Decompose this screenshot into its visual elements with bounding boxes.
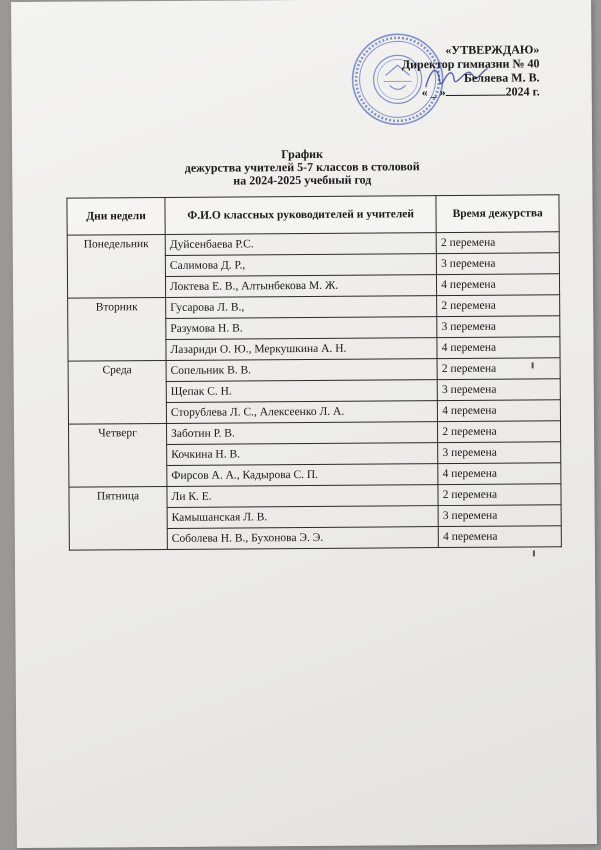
approval-date-prefix: « _ »: [421, 85, 446, 100]
time-cell: 4 перемена: [437, 337, 560, 359]
title-line-2: дежурства учителей 5-7 классов в столовой: [184, 159, 420, 175]
teacher-cell: Локтева Е. В., Алтынбекова М. Ж.: [165, 275, 436, 298]
day-cell: Пятница: [69, 486, 167, 550]
teacher-cell: Кочкина Н. В.: [167, 443, 438, 466]
teacher-cell: Сторублева Л. С., Алексеенко Л. А.: [166, 401, 437, 424]
table-header-row: [67, 195, 559, 235]
day-cell: Среда: [68, 360, 166, 424]
teacher-cell: Фирсов А. А., Кадырова С. П.: [167, 464, 438, 487]
approval-date-year: 2024 г.: [505, 84, 540, 99]
teacher-cell: Ли К. Е.: [167, 485, 438, 508]
time-cell: 3 перемена: [437, 316, 560, 338]
pen-mark: [532, 362, 534, 368]
time-cell: 2 перемена: [438, 421, 561, 443]
teacher-cell: Разумова Н. В.: [166, 317, 437, 340]
pen-mark: [533, 550, 535, 556]
document-title: [162, 147, 442, 188]
time-cell: 3 перемена: [437, 379, 560, 401]
day-cell: Четверг: [69, 423, 167, 487]
time-cell: 2 перемена: [438, 484, 561, 506]
time-cell: 2 перемена: [436, 232, 559, 254]
document-page: [11, 0, 597, 848]
approval-name: Беляева М. В.: [463, 70, 540, 85]
teacher-cell: Сопельник В. В.: [166, 359, 437, 382]
time-cell: 4 перемена: [438, 526, 561, 548]
title-line-1: График: [281, 146, 324, 162]
time-cell: 2 перемена: [437, 358, 560, 380]
approval-block: [339, 42, 539, 99]
header-teachers: Ф.И.О классных руководителей и учителей: [165, 196, 437, 235]
teacher-cell: Щепак С. Н.: [166, 380, 437, 403]
time-cell: 4 перемена: [437, 274, 560, 296]
time-cell: 3 перемена: [437, 253, 560, 275]
teacher-cell: Гусарова Л. В.,: [166, 296, 437, 319]
teacher-cell: Камышанская Л. В.: [167, 506, 438, 529]
header-day: Дни недели: [67, 197, 165, 235]
teacher-cell: Соболева Н. В., Бухонова Э. Э.: [167, 527, 438, 550]
title-line-3: на 2024-2025 учебный год: [233, 172, 372, 188]
time-cell: 4 перемена: [438, 400, 561, 422]
day-cell: Вторник: [68, 297, 166, 361]
time-cell: 3 перемена: [438, 505, 561, 527]
time-cell: 4 перемена: [438, 463, 561, 485]
approval-position: Директор гимназии № 40: [401, 56, 540, 72]
teacher-cell: Лазариди О. Ю., Меркушкина А. Н.: [166, 338, 437, 361]
approval-heading: «УТВЕРЖДАЮ»: [445, 42, 540, 58]
teacher-cell: Дуйсенбаева Р.С.: [165, 233, 436, 256]
header-time: Время дежурства: [436, 195, 559, 233]
time-cell: 3 перемена: [438, 442, 561, 464]
duty-schedule-table: [66, 194, 561, 550]
day-cell: Понедельник: [67, 234, 165, 298]
time-cell: 2 перемена: [437, 295, 560, 317]
teacher-cell: Салимова Д. Р.,: [165, 254, 436, 277]
teacher-cell: Заботин Р. В.: [166, 422, 437, 445]
approval-date: [340, 84, 540, 99]
